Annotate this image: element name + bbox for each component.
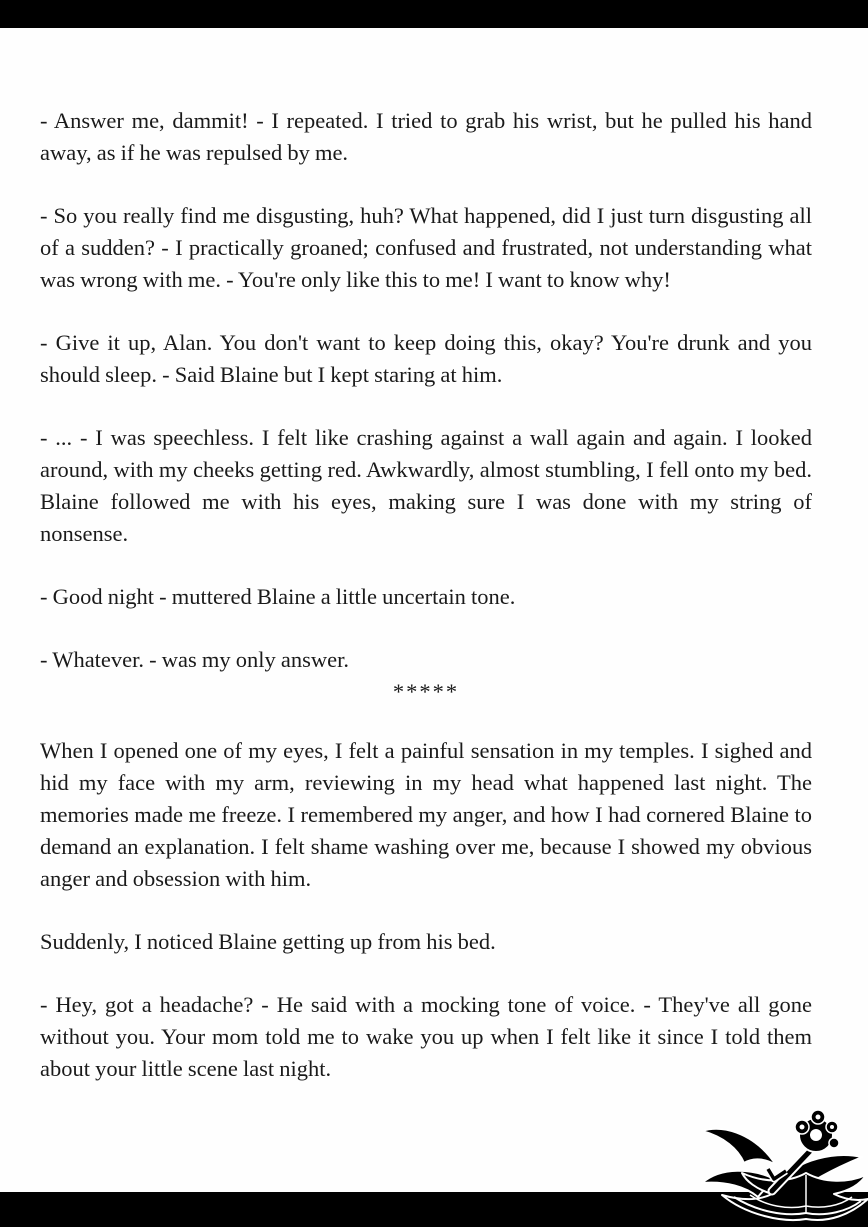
top-letterbox-bar: [0, 0, 868, 28]
paragraph: - Whatever. - was my only answer.: [40, 647, 350, 672]
paragraph: - ... - I was speechless. I felt like crashing against a wall again and again. I looked around, with my cheeks getting red. Awkwardly, almost stumbling, I fell onto my bed. Blaine followed me with his eyes, making sure I was done with my string of nonsense.: [40, 425, 812, 546]
paragraph: - Hey, got a headache? - He said with a mocking tone of voice. - They've all gone without you. Your mom told me to wake you up when I felt like it since I told them about your little scene last night.: [40, 992, 812, 1081]
open-book-key-logo: [698, 1107, 868, 1225]
scene-break-separator: *****: [392, 679, 460, 704]
paragraph: - Good night - muttered Blaine a little uncertain tone.: [40, 584, 516, 609]
open-book-key-icon: [698, 1107, 868, 1225]
paragraph: Suddenly, I noticed Blaine getting up from his bed.: [40, 929, 496, 954]
page-content: [0, 28, 868, 1116]
paragraph: - So you really find me disgusting, huh? What happened, did I just turn disgusting all of a sudden? - I practically groaned; confused and frustrated, not understanding what was wrong with me. - You're only like this to me! I want to know why!: [40, 203, 812, 292]
paragraph: When I opened one of my eyes, I felt a painful sensation in my temples. I sighed and hid my face with my arm, reviewing in my head what happened last night. The memories made me freeze. I remembered my anger, and how I had cornered Blaine to demand an explanation. I felt shame washing over me, because I showed my obvious anger and obsession with him.: [40, 738, 812, 891]
paragraph: - Answer me, dammit! - I repeated. I tried to grab his wrist, but he pulled his hand away, as if he was repulsed by me.: [40, 108, 812, 165]
paragraph: - Give it up, Alan. You don't want to keep doing this, okay? You're drunk and you should sleep. - Said Blaine but I kept staring at him.: [40, 330, 812, 387]
